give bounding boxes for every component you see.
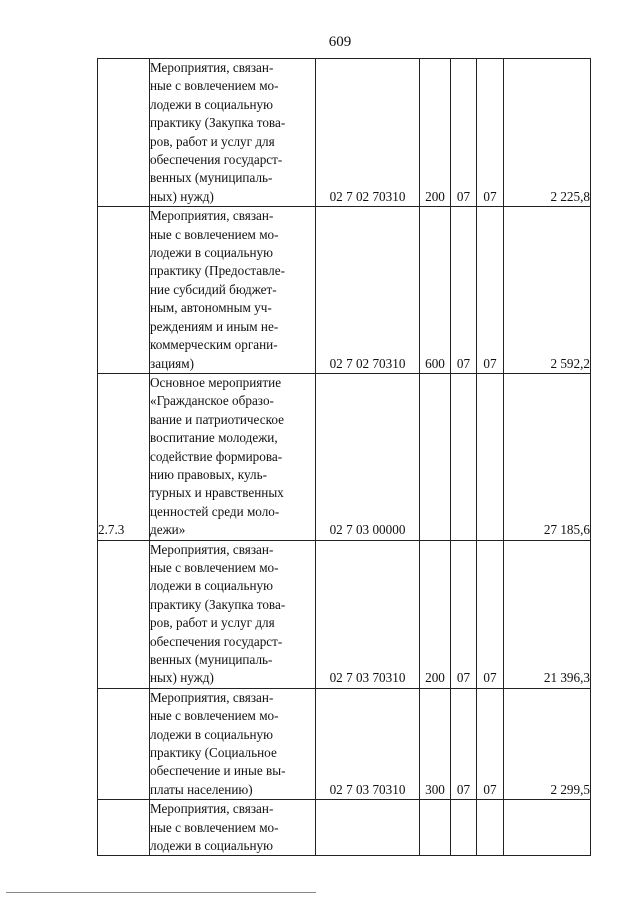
item-number [98,540,150,688]
section-code [451,800,477,856]
subsection-code: 07 [477,540,504,688]
expense-type-code: 200 [420,59,451,207]
amount: 2 299,5 [504,688,591,799]
table-row [98,373,591,540]
target-article-code [316,800,420,856]
section-code: 07 [451,59,477,207]
item-number [98,207,150,374]
budget-table [97,58,591,856]
table-body [98,59,591,856]
subsection-code [477,800,504,856]
expense-type-code: 300 [420,688,451,799]
amount [504,800,591,856]
target-article-code: 02 7 02 70310 [316,59,420,207]
amount: 2 592,2 [504,207,591,374]
section-code: 07 [451,207,477,374]
section-code: 07 [451,540,477,688]
item-number: 2.7.3 [98,373,150,540]
item-name: Мероприятия, связан- ные с вовлечением мо- лодежи в социальную практику (Закупка това- ров, работ и услуг для обеспечения государст- венных (муниципаль- ных) нужд) [150,59,316,207]
item-name: Мероприятия, связан- ные с вовлечением мо- лодежи в социальную практику (Социальное обеспечение и иные вы- платы населению) [150,688,316,799]
amount: 27 185,6 [504,373,591,540]
table-row [98,59,591,207]
target-article-code: 02 7 03 70310 [316,540,420,688]
subsection-code: 07 [477,688,504,799]
table-row [98,540,591,688]
amount: 21 396,3 [504,540,591,688]
target-article-code: 02 7 03 00000 [316,373,420,540]
subsection-code [477,373,504,540]
target-article-code: 02 7 02 70310 [316,207,420,374]
expense-type-code [420,800,451,856]
item-number [98,800,150,856]
target-article-code: 02 7 03 70310 [316,688,420,799]
section-code: 07 [451,688,477,799]
page-bottom-rule [6,892,316,893]
table-row [98,800,591,856]
table-row [98,207,591,374]
expense-type-code: 600 [420,207,451,374]
section-code [451,373,477,540]
table-row [98,688,591,799]
expense-type-code: 200 [420,540,451,688]
expense-type-code [420,373,451,540]
subsection-code: 07 [477,59,504,207]
item-name: Основное мероприятие «Гражданское образо- вание и патриотическое воспитание молодежи, содействие формирова- нию правовых, куль- турных и нравственных ценностей среди моло- дежи» [150,373,316,540]
item-name: Мероприятия, связан- ные с вовлечением мо- лодежи в социальную практику (Предоставле- ние субсидий бюджет- ным, автономным уч- реждениям и иным не- коммерческим органи- зациям) [150,207,316,374]
amount: 2 225,8 [504,59,591,207]
item-number [98,59,150,207]
page-number: 609 [328,34,352,50]
item-name: Мероприятия, связан- ные с вовлечением мо- лодежи в социальную практику (Закупка това- ров, работ и услуг для обеспечения государст- венных (муниципаль- ных) нужд) [150,540,316,688]
item-name: Мероприятия, связан- ные с вовлечением мо- лодежи в социальную [150,800,316,856]
item-number [98,688,150,799]
subsection-code: 07 [477,207,504,374]
